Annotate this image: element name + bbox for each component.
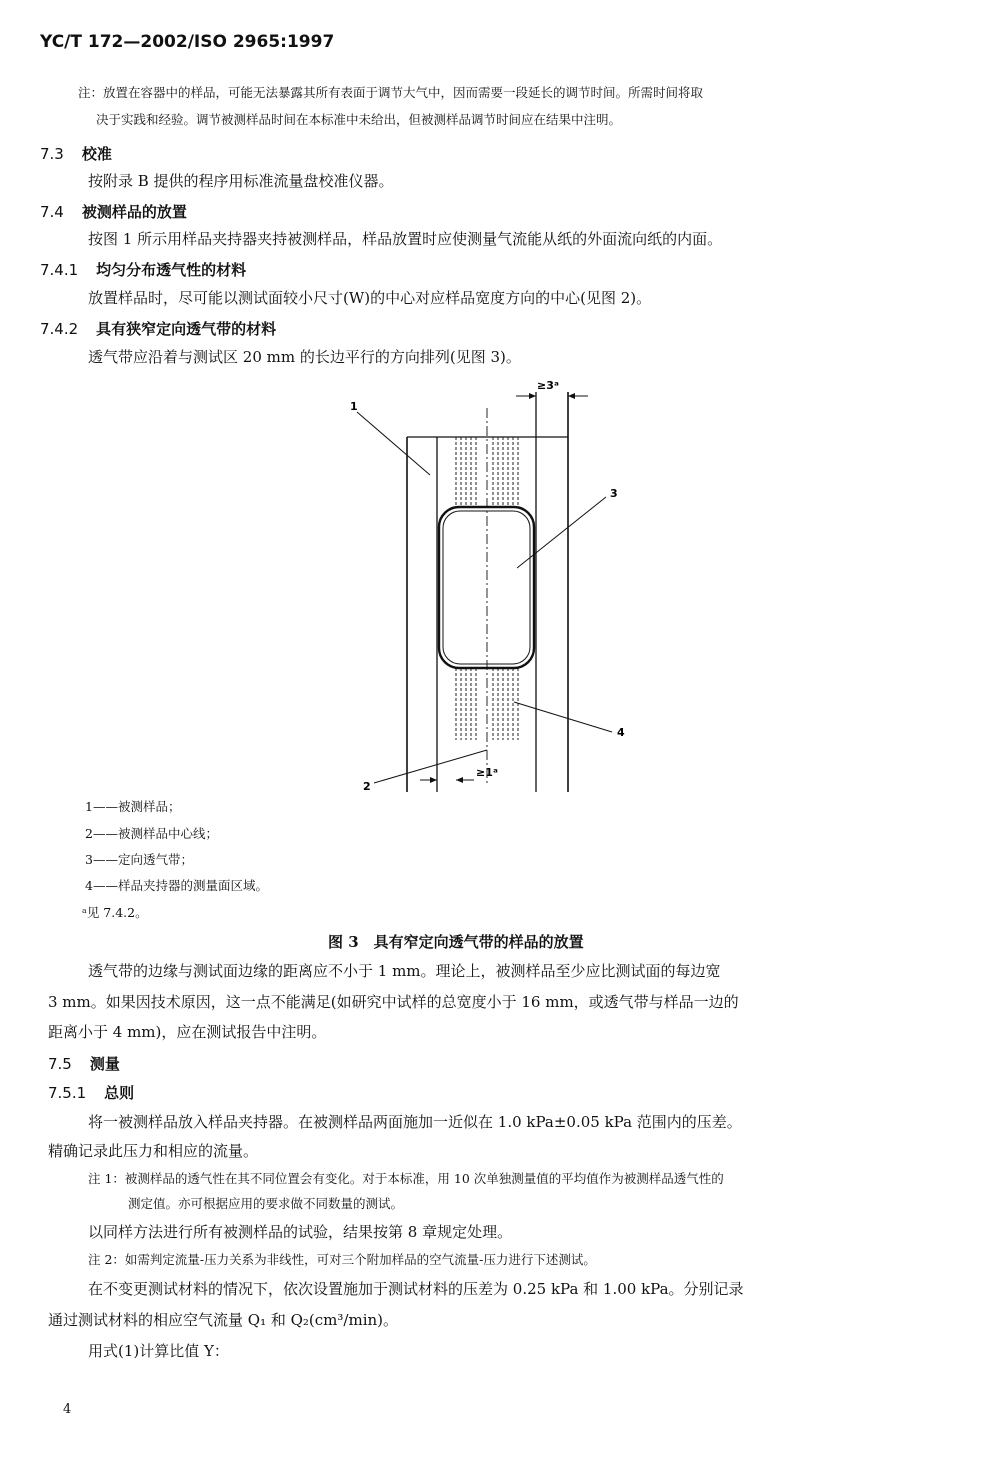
measure-paragraph: 精确记录此压力和相应的流量。 [48,1142,259,1160]
paragraph-line: 3 mm。如果因技术原因，这一点不能满足(如研究中试样的总宽度小于 16 mm，或透气带与样品一边的 [48,993,739,1011]
figure-caption: 图 3 具有窄定向透气带的样品的放置 [328,933,584,951]
label-2: 2 [363,780,371,793]
section-title: 均匀分布透气性的材料 [96,261,247,279]
section-7-4-2-heading [40,318,276,339]
section-number: 7.3 [40,145,64,163]
section-title: 被测样品的放置 [81,203,187,221]
section-title: 校准 [81,145,112,163]
measure-paragraph: 以同样方法进行所有被测样品的试验，结果按第 8 章规定处理。 [88,1223,513,1241]
note-line-1: 注：放置在容器中的样品，可能无法暴露其所有表面于调节大气中，因而需要一段延长的调节时间。所需时间将取 [78,85,704,100]
test-area-outline [439,507,534,668]
note-2-line: 注 2：如需判定流量-压力关系为非线性，可对三个附加样品的空气流量-压力进行下述测试。 [88,1252,596,1267]
section-title: 具有狭窄定向透气带的材料 [96,320,277,338]
section-number: 7.4.2 [40,320,79,338]
figure-3-diagram [340,378,660,798]
section-title: 总则 [104,1084,135,1102]
measure-paragraph: 将一被测样品放入样品夹持器。在被测样品两面施加一近似在 1.0 kPa±0.05 kPa 范围内的压差。 [88,1113,742,1131]
section-title: 测量 [89,1055,120,1073]
legend-item: 1——被测样品； [85,799,181,814]
measure-paragraph: 用式(1)计算比值 Y： [88,1342,229,1360]
legend-item: 3——定向透气带； [85,852,193,867]
section-7-5-1-heading [48,1082,134,1103]
dim-bottom-label: ≥1ᵃ [476,766,498,779]
label-1: 1 [350,400,358,413]
section-number: 7.5 [48,1055,72,1073]
label-3: 3 [610,487,618,500]
leader-4 [514,702,612,732]
label-4: 4 [617,726,625,739]
paragraph-line: 距离小于 4 mm)，应在测试报告中注明。 [48,1023,327,1041]
dim-top-label: ≥3ᵃ [537,379,559,392]
standard-code-header: YC/T 172—2002/ISO 2965:1997 [40,32,335,52]
section-number: 7.5.1 [48,1084,87,1102]
section-7-4-1-text: 放置样品时，尽可能以测试面较小尺寸(W)的中心对应样品宽度方向的中心(见图 2)。 [88,289,652,307]
section-7-4-2-text: 透气带应沿着与测试区 20 mm 的长边平行的方向排列(见图 3)。 [88,348,521,366]
section-7-3-text: 按附录 B 提供的程序用标准流量盘校准仪器。 [88,172,394,190]
section-7-4-text: 按图 1 所示用样品夹持器夹持被测样品，样品放置时应使测量气流能从纸的外面流向纸的内面。 [88,230,723,248]
measure-paragraph: 在不变更测试材料的情况下，依次设置施加于测试材料的压差为 0.25 kPa 和 1.00 kPa。分别记录 [88,1280,744,1298]
paragraph-line: 透气带的边缘与测试面边缘的距离应不小于 1 mm。理论上，被测样品至少应比测试面的每边宽 [88,962,721,980]
note-1-line: 测定值。亦可根据应用的要求做不同数量的测试。 [128,1196,404,1211]
section-7-3-heading [40,143,112,164]
legend-item: 4——样品夹持器的测量面区域。 [85,878,268,893]
note-line-2: 决于实践和经验。调节被测样品时间在本标准中未给出，但被测样品调节时间应在结果中注明。 [96,112,622,127]
section-7-4-1-heading [40,259,246,280]
section-7-4-heading [40,201,187,222]
note-1-line: 注 1：被测样品的透气性在其不同位置会有变化。对于本标准，用 10 次单独测量值的平均值作为被测样品透气性的 [88,1171,724,1186]
legend-item: 2——被测样品中心线； [85,826,218,841]
page-number: 4 [63,1402,72,1417]
leader-1 [357,412,430,475]
figure-footnote: ᵃ见 7.4.2。 [82,905,148,920]
section-number: 7.4 [40,203,64,221]
section-number: 7.4.1 [40,261,79,279]
section-7-5-heading [48,1053,120,1074]
measure-paragraph: 通过测试材料的相应空气流量 Q₁ 和 Q₂(cm³/min)。 [48,1311,399,1329]
